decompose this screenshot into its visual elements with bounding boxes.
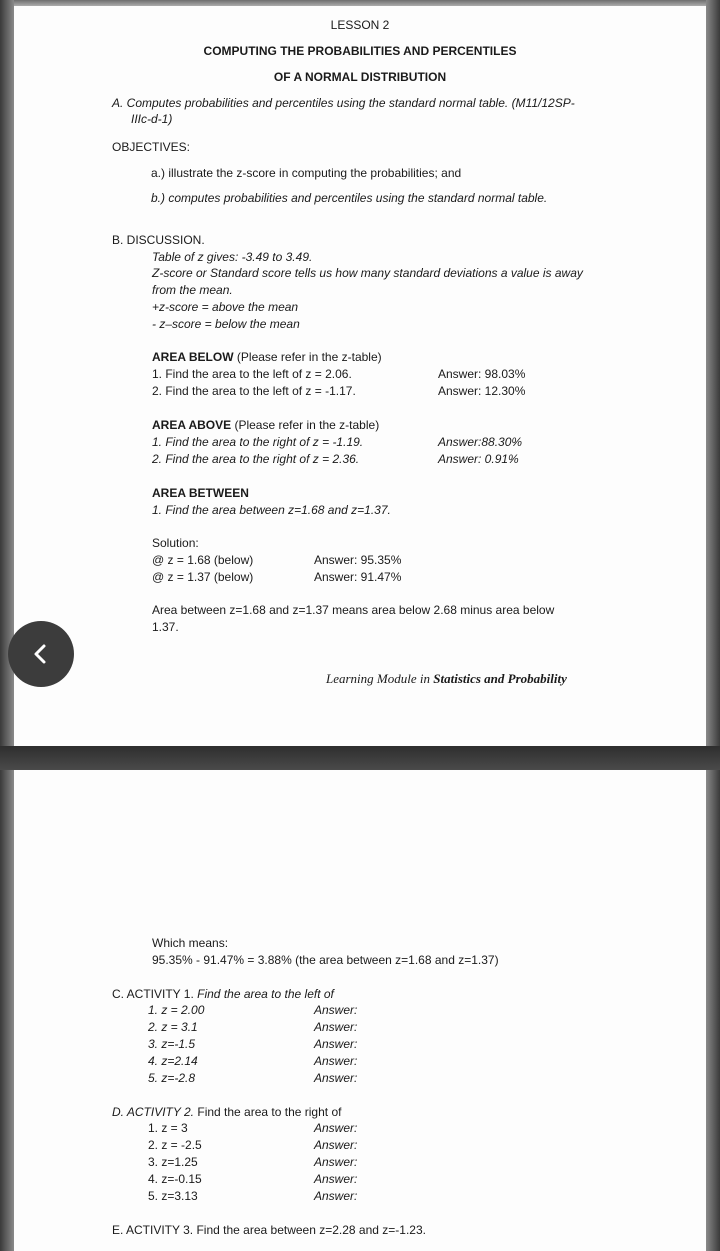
area-above-note: (Please refer in the z-table) [231,418,380,432]
lesson-title: LESSON 2 [330,18,390,32]
section-a-line-1: A. Computes probabilities and percentiles using the standard normal table. (M11/12SP- [112,96,575,110]
activity-3-heading: E. ACTIVITY 3. Find the area between z=2.28 and z=-1.23. [112,1223,426,1237]
activity-2-item: 3. z=1.25 [148,1155,198,1169]
heading-line-2: OF A NORMAL DISTRIBUTION [273,70,447,84]
footer-subject: Statistics and Probability [433,671,567,686]
activity-1-label: C. ACTIVITY 1. [112,987,198,1001]
activity-2-answer: Answer: [314,1189,358,1203]
activity-2-answer: Answer: [314,1121,358,1135]
activity-1-answer: Answer: [314,1003,358,1017]
activity-2-answer: Answer: [314,1172,358,1186]
activity-1-answer: Answer: [314,1020,358,1034]
activity-1-instruction: Find the area to the left of [197,987,334,1001]
solution-label: Solution: [152,536,199,550]
solution-answer-1: Answer: 95.35% [314,553,402,567]
area-above-q1: 1. Find the area to the right of z = -1.19. [152,435,364,449]
area-above-q2: 2. Find the area to the right of z = 2.36. [152,452,360,466]
which-means-label: Which means: [152,936,229,950]
chevron-left-icon [29,642,53,666]
activity-2-item: 2. z = -2.5 [148,1138,202,1152]
area-above-a1: Answer:88.30% [438,435,523,449]
viewer-left-edge [0,0,14,1251]
solution-line-2: @ z = 1.37 (below) [152,570,254,584]
area-above-a2: Answer: 0.91% [438,452,519,466]
activity-1-item: 2. z = 3.1 [148,1020,198,1034]
area-between-heading: AREA BETWEEN [152,486,249,500]
positive-zscore: +z-score = above the mean [152,300,299,314]
zscore-definition-line-2: from the mean. [152,283,233,297]
negative-zscore: - z–score = below the mean [152,317,300,331]
area-below-a2: Answer: 12.30% [438,384,526,398]
z-table-range: Table of z gives: -3.49 to 3.49. [152,250,313,264]
area-below-title: AREA BELOW [152,350,234,364]
area-between-explain-line-2: 1.37. [152,620,179,634]
activity-1-answer: Answer: [314,1054,358,1068]
area-above-title: AREA ABOVE [152,418,232,432]
activity-1-answer: Answer: [314,1071,358,1085]
activity-1-heading [112,987,334,1001]
footer-prefix: Learning Module in [326,671,434,686]
area-below-a1: Answer: 98.03% [438,367,526,381]
objectives-label: OBJECTIVES: [112,140,191,154]
page-gap [0,746,720,770]
section-b-label: B. DISCUSSION. [112,233,205,247]
back-button[interactable] [8,621,74,687]
solution-answer-2: Answer: 91.47% [314,570,402,584]
document-page-1 [14,6,706,746]
activity-2-instruction: Find the area to the right of [194,1105,342,1119]
area-between-explain-line-1: Area between z=1.68 and z=1.37 means area below 2.68 minus area below [152,603,555,617]
objective-a: a.) illustrate the z-score in computing the probabilities; and [151,166,462,180]
activity-2-item: 1. z = 3 [148,1121,188,1135]
zscore-definition-line-1: Z-score or Standard score tells us how many standard deviations a value is away [152,266,583,280]
activity-2-item: 5. z=3.13 [148,1189,198,1203]
area-below-q1: 1. Find the area to the left of z = 2.06. [152,367,352,381]
heading-line-1: COMPUTING THE PROBABILITIES AND PERCENTILES [203,44,517,58]
activity-2-heading [112,1105,341,1119]
activity-2-label: D. ACTIVITY 2. [112,1105,195,1119]
page-footer [326,672,567,686]
activity-2-answer: Answer: [314,1155,358,1169]
activity-1-item: 4. z=2.14 [148,1054,198,1068]
section-a-line-2: IIIc-d-1) [131,112,173,126]
activity-2-item: 4. z=-0.15 [148,1172,202,1186]
solution-line-1: @ z = 1.68 (below) [152,553,254,567]
area-below-note: (Please refer in the z-table) [233,350,382,364]
document-page-2 [14,770,706,1251]
activity-1-item: 1. z = 2.00 [148,1003,205,1017]
activity-1-item: 5. z=-2.8 [148,1071,196,1085]
activity-1-answer: Answer: [314,1037,358,1051]
area-below-q2: 2. Find the area to the left of z = -1.17. [152,384,356,398]
objective-b: b.) computes probabilities and percentiles using the standard normal table. [151,191,548,205]
area-above-heading [152,418,379,432]
activity-1-item: 3. z=-1.5 [148,1037,196,1051]
area-below-heading [152,350,382,364]
viewer-right-edge [706,0,720,1251]
area-between-q1: 1. Find the area between z=1.68 and z=1.37. [152,503,391,517]
which-means-calculation: 95.35% - 91.47% = 3.88% (the area between z=1.68 and z=1.37) [152,953,499,967]
activity-2-answer: Answer: [314,1138,358,1152]
